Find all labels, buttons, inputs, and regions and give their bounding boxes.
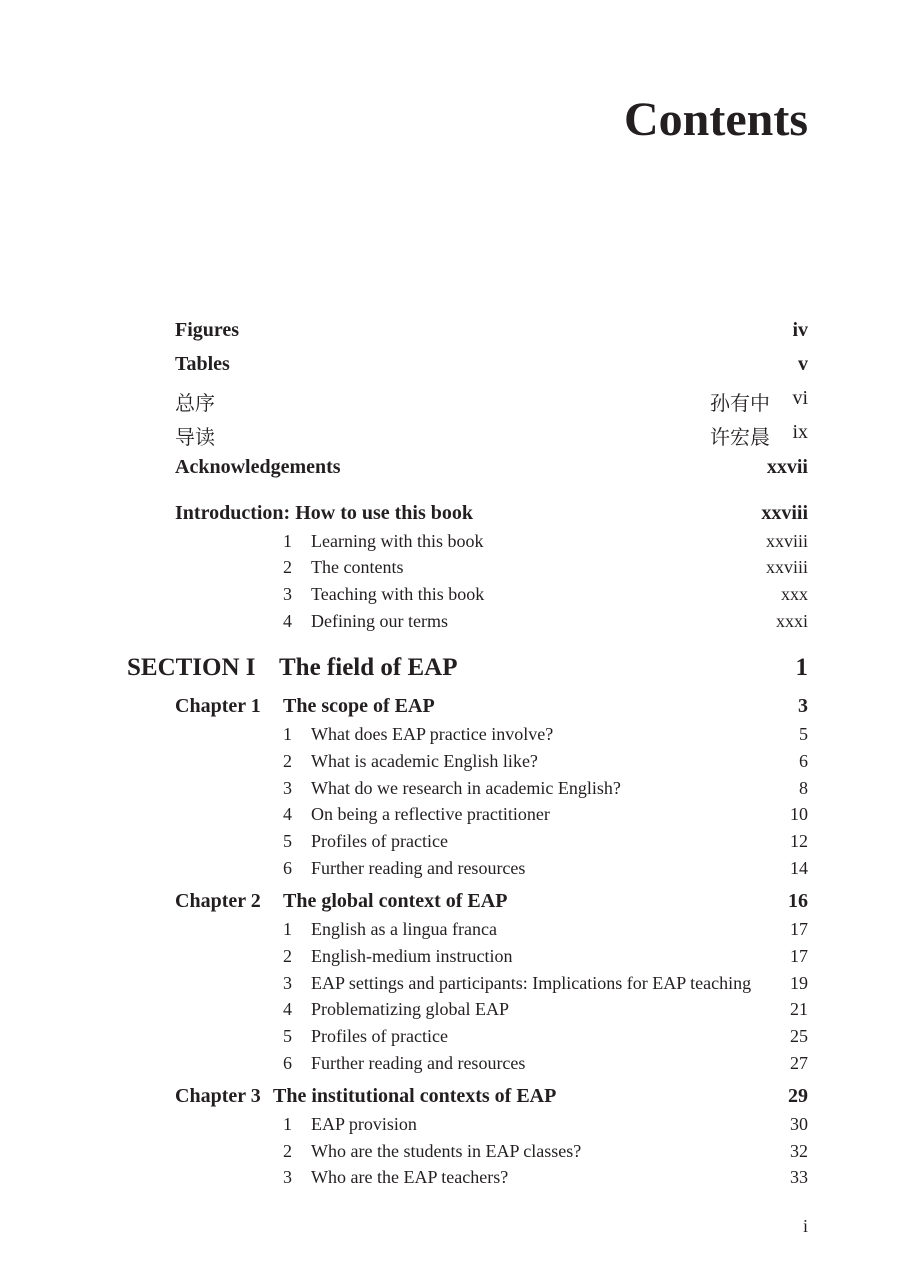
page-number: 3 — [798, 695, 808, 717]
subentry-title: Who are the students in EAP classes? — [311, 1141, 582, 1161]
page-number: iv — [792, 319, 808, 341]
chapter-title: The global context of EAP — [283, 890, 508, 912]
subentry-title: What do we research in academic English? — [311, 778, 621, 798]
subentry-title: Defining our terms — [311, 611, 448, 631]
subentry-number: 3 — [283, 973, 292, 993]
subentry-number: 2 — [283, 1141, 292, 1161]
page-number: v — [798, 353, 808, 375]
page-number: 8 — [799, 778, 808, 798]
page-number: 21 — [790, 999, 808, 1019]
subentry-number: 5 — [283, 831, 292, 851]
page-number: 19 — [790, 973, 808, 993]
page-number: 29 — [788, 1085, 808, 1107]
subentry-number: 6 — [283, 858, 292, 878]
subentry-number: 4 — [283, 999, 292, 1019]
subentry-title: Further reading and resources — [311, 1053, 526, 1073]
subentry-title: EAP settings and participants: Implications for EAP teaching — [311, 973, 752, 993]
page-number: 17 — [790, 919, 808, 939]
subentry-number: 1 — [283, 1114, 292, 1134]
page-number: 10 — [790, 804, 808, 824]
page-number: xxviii — [765, 557, 808, 577]
subentry-number: 2 — [283, 946, 292, 966]
entry-author: 许宏晨 — [710, 425, 770, 449]
page-number: 1 — [795, 654, 808, 681]
chapter-label: Chapter 1 — [175, 695, 261, 717]
page-number: 14 — [790, 858, 808, 878]
page-number: ix — [792, 421, 808, 443]
subentry-number: 5 — [283, 1026, 292, 1046]
chapter-title: The institutional contexts of EAP — [273, 1085, 557, 1107]
subentry-number: 4 — [283, 804, 292, 824]
subentry-title: English-medium instruction — [311, 946, 513, 966]
subentry-title: EAP provision — [311, 1114, 417, 1134]
page-number: 25 — [790, 1026, 808, 1046]
subentry-title: Teaching with this book — [311, 584, 485, 604]
chapter-title: The scope of EAP — [283, 695, 435, 717]
subentry-title: What does EAP practice involve? — [311, 724, 554, 744]
subentry-title: Profiles of practice — [311, 831, 448, 851]
entry-title: Tables — [175, 353, 230, 375]
subentry-number: 4 — [283, 611, 292, 631]
page-number: 16 — [788, 890, 808, 912]
page-number: 33 — [790, 1167, 808, 1187]
section-label: SECTION I — [127, 654, 256, 681]
subentry-title: Problematizing global EAP — [311, 999, 509, 1019]
subentry-number: 3 — [283, 1167, 292, 1187]
subentry-number: 3 — [283, 584, 292, 604]
page-number: xxx — [781, 584, 808, 604]
subentry-title: What is academic English like? — [311, 751, 538, 771]
subentry-number: 2 — [283, 557, 292, 577]
subentry-title: On being a reflective practitioner — [311, 804, 550, 824]
page-number: xxxi — [775, 611, 808, 631]
page-number: xxviii — [765, 531, 808, 551]
page-number: xxviii — [761, 502, 808, 524]
page-number: vi — [792, 387, 808, 409]
entry-title: Figures — [175, 319, 240, 341]
page-number: 17 — [790, 946, 808, 966]
page-number: 32 — [790, 1141, 808, 1161]
entry-title: Acknowledgements — [175, 456, 341, 478]
section-title: The field of EAP — [279, 654, 458, 681]
subentry-title: Profiles of practice — [311, 1026, 448, 1046]
subentry-number: 1 — [283, 724, 292, 744]
page-number: xxvii — [766, 456, 808, 478]
page-number: 5 — [799, 724, 808, 744]
subentry-number: 2 — [283, 751, 292, 771]
subentry-number: 1 — [283, 531, 292, 551]
page-number: 27 — [790, 1053, 808, 1073]
entry-author: 孙有中 — [710, 391, 770, 415]
chapter-label: Chapter 3 — [175, 1085, 261, 1107]
entry-title: 总序 — [175, 391, 215, 415]
page-number: 12 — [790, 831, 808, 851]
page-title: Contents — [623, 93, 808, 146]
subentry-title: Learning with this book — [311, 531, 484, 551]
page-number: 30 — [790, 1114, 808, 1134]
chapter-label: Chapter 2 — [175, 890, 261, 912]
subentry-title: English as a lingua franca — [311, 919, 497, 939]
entry-title: Introduction: How to use this book — [175, 502, 474, 524]
subentry-title: Who are the EAP teachers? — [311, 1167, 509, 1187]
subentry-title: Further reading and resources — [311, 858, 526, 878]
subentry-number: 1 — [283, 919, 292, 939]
page-number: 6 — [799, 751, 808, 771]
subentry-title: The contents — [311, 557, 404, 577]
subentry-number: 3 — [283, 778, 292, 798]
entry-title: 导读 — [175, 425, 215, 449]
folio-page-number: i — [802, 1216, 808, 1236]
subentry-number: 6 — [283, 1053, 292, 1073]
